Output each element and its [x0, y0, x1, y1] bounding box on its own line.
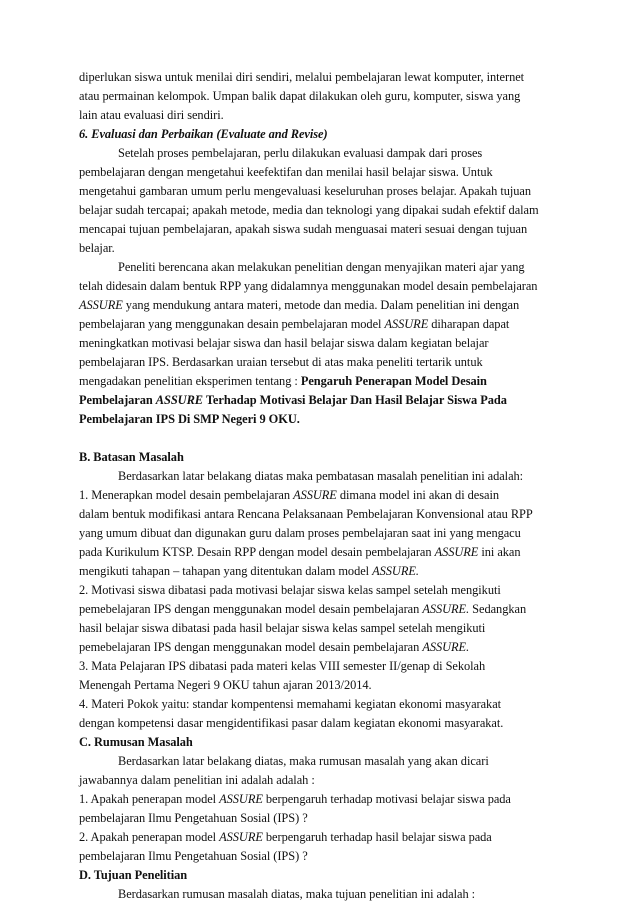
text-run: yang mendukung antara materi, metode dan media. Dalam penelitian ini dengan — [122, 298, 520, 312]
text-run: 1. Apakah penerapan model — [79, 792, 220, 806]
text-run: 1. Menerapkan model desain pembelajaran — [79, 488, 294, 502]
text-run: pemebelajaran IPS dengan menggunakan model desain pembelajaran — [79, 640, 423, 654]
emphasis: ASSURE — [155, 393, 204, 407]
text-run: diharapan dapat — [428, 317, 510, 331]
text-line: Setelah proses pembelajaran, perlu dilakukan evaluasi dampak dari proses — [118, 146, 483, 160]
text-line: Berdasarkan latar belakang diatas, maka rumusan masalah yang akan dicari — [118, 754, 489, 768]
text-line: belajar sudah tercapai; apakah metode, media dan teknologi yang dipakai sudah efektif dalam — [79, 203, 539, 217]
text-run: mengikuti tahapan – tahapan yang ditentukan dalam model — [79, 564, 373, 578]
list-item: 4. Materi Pokok yaitu: standar kompentensi memahami kegiatan ekonomi masyarakat — [79, 697, 502, 711]
text-line: pembelajaran Ilmu Pengetahuan Sosial (IPS) ? — [79, 849, 308, 863]
emphasis: ASSURE — [434, 545, 479, 559]
text-line: hasil belajar siswa dibatasi pada hasil belajar siswa kelas sampel setelah mengikuti — [79, 621, 486, 635]
text-line — [79, 372, 563, 391]
research-title: Pembelajaran IPS Di SMP Negeri 9 OKU. — [79, 412, 300, 426]
text-run: berpengaruh terhadap hasil belajar siswa pada — [262, 830, 492, 844]
list-item: 2. Motivasi siswa dibatasi pada motivasi belajar siswa kelas sampel setelah mengikuti — [79, 583, 501, 597]
text-run: pada Kurikulum KTSP. Desain RPP dengan model desain pembelajaran — [79, 545, 435, 559]
text-line: dengan kompetensi dasar mengidentifikasi pasar dalam kegiatan ekonomi masyarakat. — [79, 716, 504, 730]
emphasis: ASSURE. — [422, 602, 470, 616]
text-line: mengetahui gambaran umum perlu mengevaluasi keseluruhan proses belajar. Apakah tujuan — [79, 184, 531, 198]
blank-line — [79, 429, 563, 448]
research-title: Pengaruh Penerapan Model Desain — [300, 374, 487, 388]
section-heading-batasan: B. Batasan Masalah — [79, 450, 184, 464]
text-run: 2. Apakah penerapan model — [79, 830, 220, 844]
text-line: dalam bentuk modifikasi antara Rencana Pelaksanaan Pembelajaran Konvensional atau RPP — [79, 507, 533, 521]
text-run: berpengaruh terhadap motivasi belajar siswa pada — [262, 792, 511, 806]
text-line: Berdasarkan rumusan masalah diatas, maka tujuan penelitian ini adalah : — [118, 887, 476, 901]
list-item — [79, 828, 563, 847]
text-line — [79, 638, 563, 657]
text-line: belajar. — [79, 241, 115, 255]
text-line: diperlukan siswa untuk menilai diri sendiri, melalui pembelajaran lewat komputer, internet — [79, 70, 525, 84]
text-line — [79, 296, 563, 315]
text-line: Berdasarkan latar belakang diatas maka pembatasan masalah penelitian ini adalah: — [118, 469, 524, 483]
text-line: yang umum dibuat dan digunakan guru dalam proses pembelajaran saat ini yang mengacu — [79, 526, 521, 540]
text-line — [79, 543, 563, 562]
text-line: jawabannya dalam penelitian ini adalah adalah : — [79, 773, 315, 787]
research-title — [79, 391, 563, 410]
section-heading-rumusan: C. Rumusan Masalah — [79, 735, 193, 749]
text-line: meningkatkan motivasi belajar siswa dan hasil belajar siswa dalam kegiatan belajar — [79, 336, 489, 350]
text-line — [79, 600, 563, 619]
section-heading-evaluate: 6. Evaluasi dan Perbaikan (Evaluate and Revise) — [79, 127, 328, 141]
text-line: Peneliti berencana akan melakukan penelitian dengan menyajikan materi ajar yang — [118, 260, 525, 274]
text-run: pembelajaran yang menggunakan desain pembelajaran model — [79, 317, 385, 331]
text-run: ini akan — [478, 545, 521, 559]
text-line — [79, 315, 563, 334]
text-line: Menengah Pertama Negeri 9 OKU tahun ajaran 2013/2014. — [79, 678, 372, 692]
emphasis: ASSURE. — [372, 564, 419, 578]
emphasis: ASSURE — [384, 317, 429, 331]
text-run: Pembelajaran — [79, 393, 156, 407]
text-run: pemebelajaran IPS dengan menggunakan model desain pembelajaran — [79, 602, 423, 616]
text-line — [79, 562, 563, 581]
emphasis: ASSURE — [219, 792, 263, 806]
text-run: dimana model ini akan di desain — [336, 488, 500, 502]
list-item — [79, 486, 563, 505]
text-line: mencapai tujuan pembelajaran, apakah siswa sudah menguasai materi sesuai dengan tujuan — [79, 222, 528, 236]
section-heading-tujuan: D. Tujuan Penelitian — [79, 868, 188, 882]
list-item: 3. Mata Pelajaran IPS dibatasi pada materi kelas VIII semester II/genap di Sekolah — [79, 659, 486, 673]
document-page — [79, 68, 563, 904]
emphasis: ASSURE. — [422, 640, 470, 654]
text-run: Sedangkan — [469, 602, 527, 616]
text-line: pembelajaran dengan mengetahui keefektifan dan menilai hasil belajar siswa. Untuk — [79, 165, 493, 179]
text-run: Terhadap Motivasi Belajar Dan Hasil Belajar Siswa Pada — [203, 393, 507, 407]
list-item — [79, 790, 563, 809]
text-line: pembelajaran Ilmu Pengetahuan Sosial (IPS) ? — [79, 811, 308, 825]
emphasis: ASSURE — [293, 488, 337, 502]
text-line: telah didesain dalam bentuk RPP yang didalamnya menggunakan model desain pembelajaran — [79, 279, 538, 293]
emphasis: ASSURE — [219, 830, 263, 844]
text-run: mengadakan penelitian eksperimen tentang : — [79, 374, 301, 388]
text-line: atau permainan kelompok. Umpan balik dapat dilakukan oleh guru, komputer, siswa yang — [79, 89, 521, 103]
text-line: lain atau evaluasi diri sendiri. — [79, 108, 224, 122]
emphasis: ASSURE — [79, 298, 123, 312]
text-line: pembelajaran IPS. Berdasarkan uraian tersebut di atas maka peneliti tertarik untuk — [79, 355, 483, 369]
